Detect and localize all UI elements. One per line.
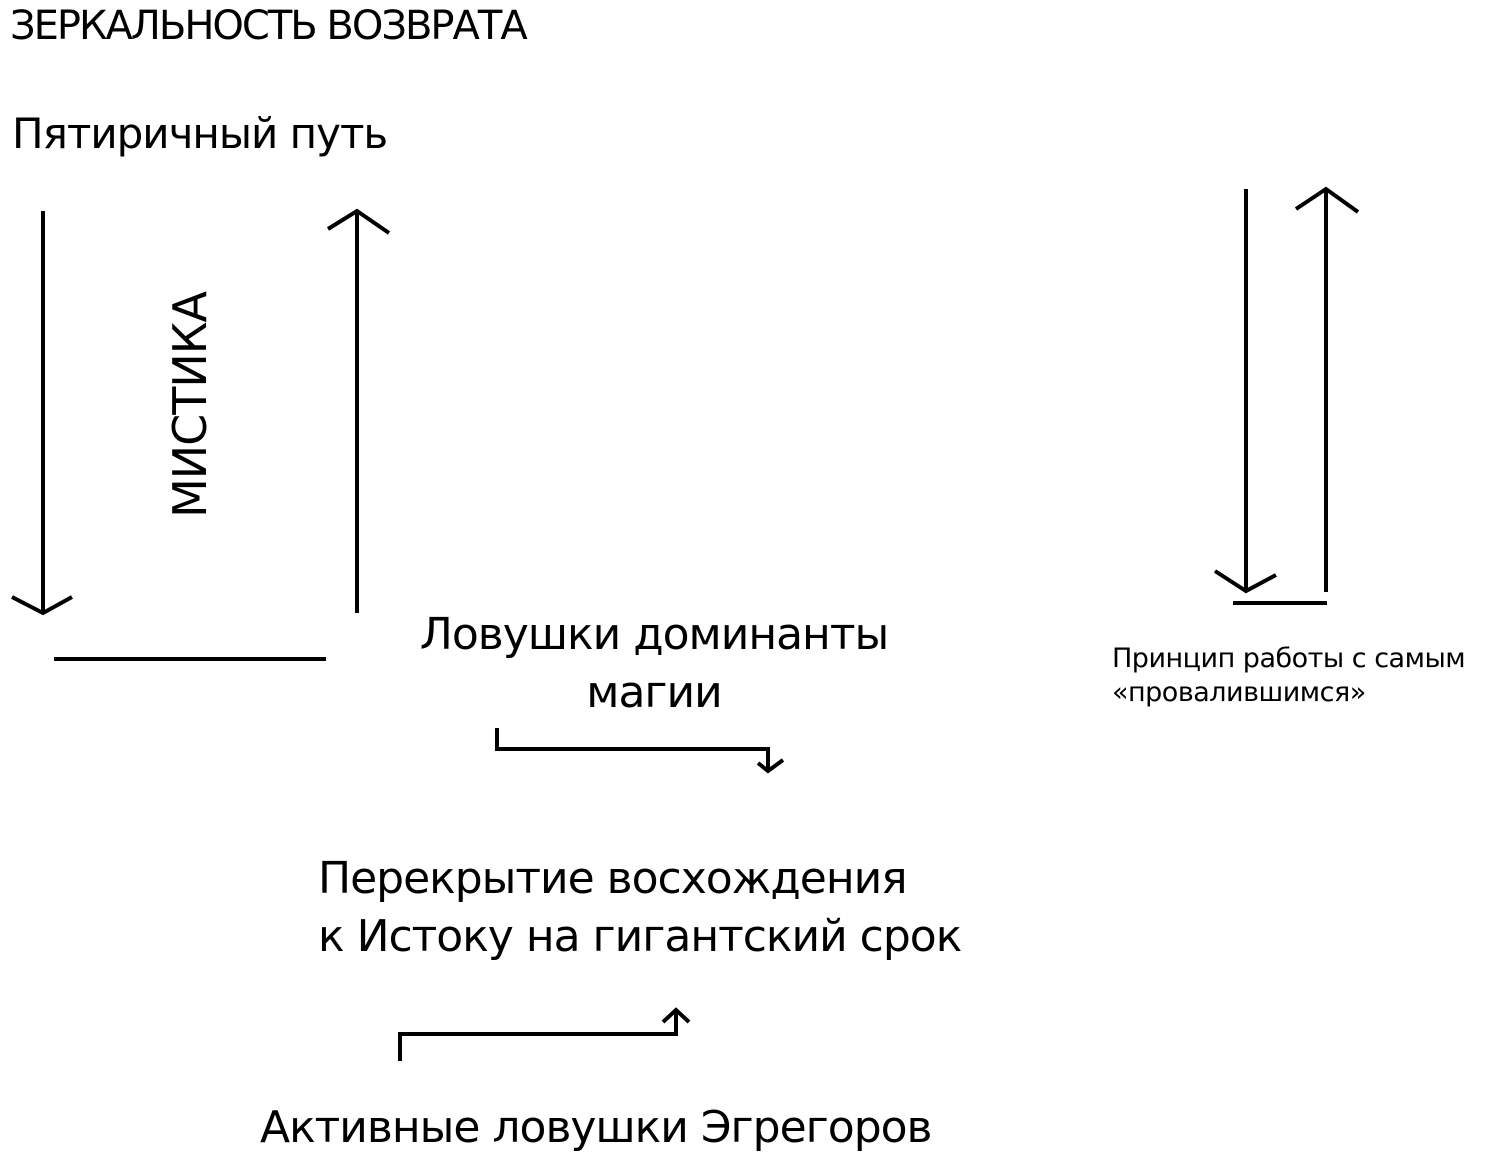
magic-traps-line-2: магии — [586, 667, 722, 718]
egregor-bend-up-arrow — [400, 1010, 689, 1061]
magic-traps-line-1: Ловушки доминанты — [419, 609, 889, 660]
mysticism-label: МИСТИКА — [163, 292, 217, 518]
left-up-arrow — [328, 211, 389, 613]
principle-line-1: Принцип работы с самым — [1112, 643, 1466, 674]
diagram-title: ЗЕРКАЛЬНОСТЬ ВОЗВРАТА — [10, 3, 526, 49]
ascension-overlap-line-1: Перекрытие восхождения — [318, 853, 907, 904]
ascension-overlap-line-2: к Истоку на гигантский срок — [318, 911, 962, 962]
right-up-arrow — [1296, 189, 1358, 592]
left-down-arrow — [12, 211, 72, 613]
traps-bend-down-arrow — [497, 728, 783, 771]
egregor-traps-label: Активные ловушки Эгрегоров — [260, 1102, 932, 1153]
diagram-subtitle: Пятиричный путь — [12, 109, 388, 158]
principle-line-2: «провалившимся» — [1112, 677, 1366, 708]
right-down-arrow — [1215, 189, 1276, 591]
